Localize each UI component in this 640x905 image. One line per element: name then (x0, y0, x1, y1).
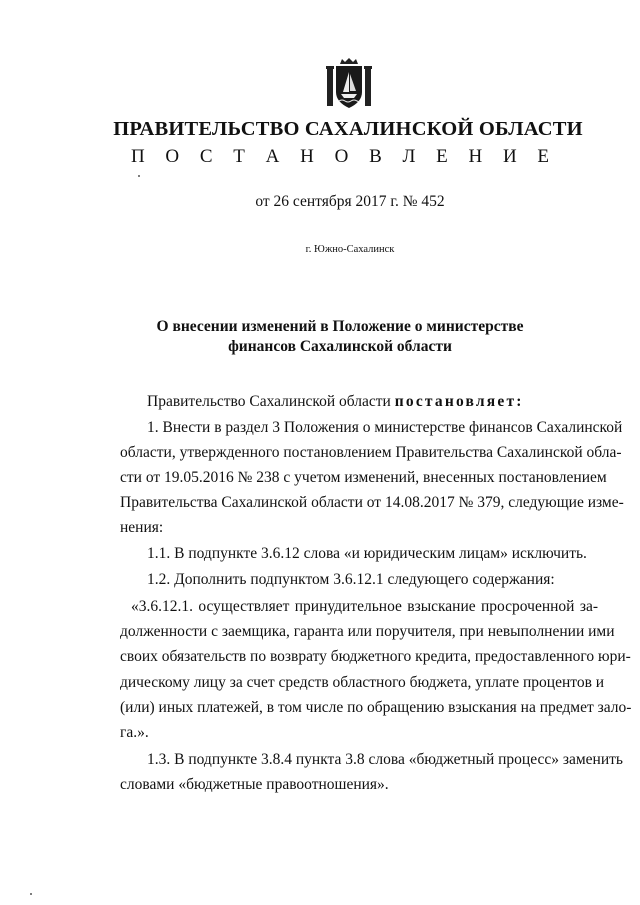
paragraph-1-3-line: 1.3. В подпункте 3.8.4 пункта 3.8 слова «бюджетный процесс» заменить (147, 751, 623, 768)
document-city: г. Южно-Сахалинск (305, 244, 395, 255)
paragraph-1-2: 1.2. Дополнить подпунктом 3.6.12.1 следующего содержания: (147, 571, 555, 588)
quote-line: долженности с заемщика, гаранта или поручителя, при невыполнении ими (120, 623, 615, 640)
scan-speck (138, 175, 140, 177)
quote-line: (или) иных платежей, в том числе по обращению взыскания на предмет зало- (120, 699, 632, 716)
paragraph-1-line: Правительства Сахалинской области от 14.08.2017 № 379, следующие изме- (120, 494, 624, 511)
paragraph-1-3-line: словами «бюджетные правоотношения». (120, 776, 389, 793)
title-line: О внесении изменений в Положение о министерстве (156, 318, 524, 335)
quote-line: дическому лицу за счет средств областного бюджета, уплате процентов и (120, 674, 605, 691)
title-line: финансов Сахалинской области (228, 338, 452, 355)
paragraph-1-line: сти от 19.05.2016 № 238 с учетом изменений, внесенных постановлением (120, 469, 607, 486)
paragraph-1-line: нения: (120, 519, 164, 536)
quote-line: «3.6.12.1. осуществляет принудительное взыскание просроченной за- (131, 598, 598, 615)
preamble (147, 392, 524, 412)
document-date-number: от 26 сентября 2017 г. № 452 (255, 193, 445, 210)
organization-name: ПРАВИТЕЛЬСТВО САХАЛИНСКОЙ ОБЛАСТИ (113, 118, 583, 140)
sakhalin-coat-of-arms-icon (326, 58, 372, 110)
paragraph-1-1: 1.1. В подпункте 3.6.12 слова «и юридическим лицам» исключить. (147, 545, 587, 562)
document-type: П О С Т А Н О В Л Е Н И Е (130, 146, 558, 167)
preamble-verb: постановляет: (394, 393, 524, 410)
quote-line: своих обязательств по возврату бюджетного кредита, предоставленного юри- (120, 648, 631, 665)
quote-line: га.». (120, 724, 149, 741)
document-title (140, 317, 540, 357)
paragraph-1-line: области, утвержденного постановлением Правительства Сахалинской обла- (120, 444, 622, 461)
scan-speck (30, 893, 32, 895)
preamble-text: Правительство Сахалинской области (147, 393, 391, 410)
paragraph-1-line: 1. Внести в раздел 3 Положения о министерстве финансов Сахалинской (147, 419, 623, 436)
